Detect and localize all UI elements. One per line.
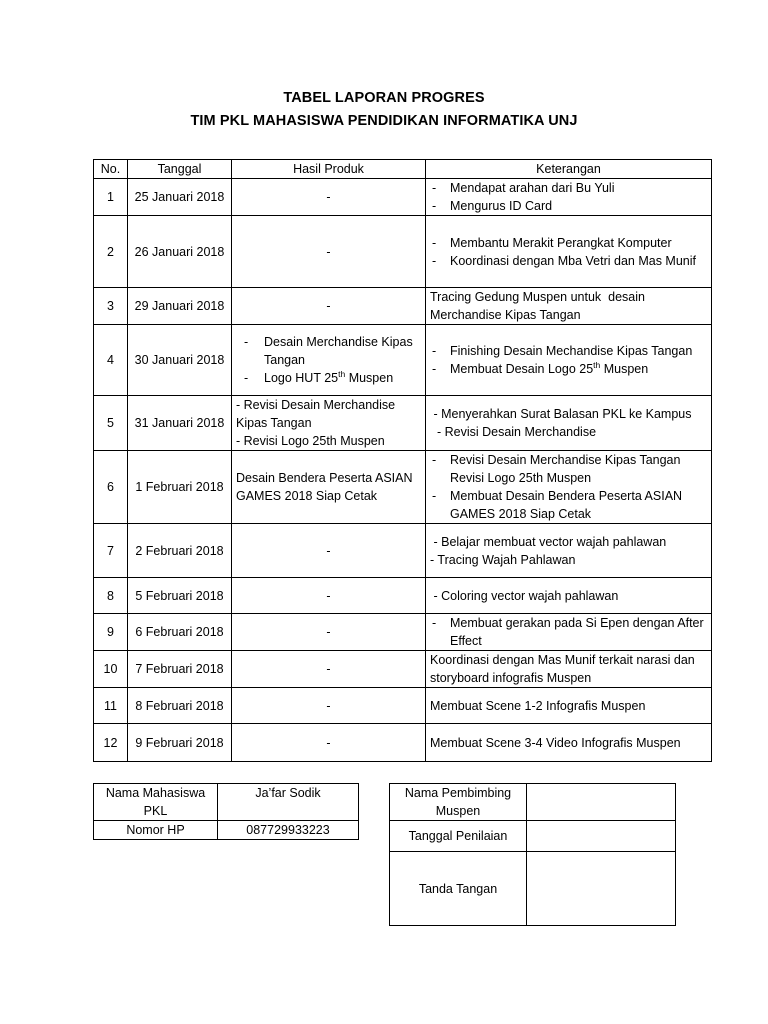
cell-keterangan bbox=[426, 216, 712, 288]
student-name-label: Nama Mahasiswa PKL bbox=[94, 784, 218, 821]
text-line: - bbox=[326, 299, 331, 313]
text-line: - bbox=[326, 244, 331, 259]
text-line: - bbox=[326, 662, 331, 676]
cell-tanggal: 25 Januari 2018 bbox=[128, 179, 232, 216]
text-line: - Belajar membuat vector wajah pahlawan bbox=[430, 534, 667, 549]
phone-value: 087729933223 bbox=[218, 821, 359, 840]
list-item: - Mendapat arahan dari Bu Yuli bbox=[430, 179, 707, 197]
text-line: Desain Bendera Peserta ASIAN GAMES 2018 Siap Cetak bbox=[236, 471, 413, 503]
cell-hasil-produk bbox=[232, 651, 426, 688]
cell-keterangan bbox=[426, 724, 712, 762]
table-row bbox=[94, 288, 712, 325]
cell-keterangan bbox=[426, 451, 712, 524]
table-header-row bbox=[94, 160, 712, 179]
table-row bbox=[94, 821, 359, 840]
text-line: - Coloring vector wajah pahlawan bbox=[430, 588, 619, 603]
text-line: - bbox=[326, 735, 331, 750]
list-item: - Logo HUT 25th Muspen bbox=[236, 369, 421, 387]
cell-keterangan bbox=[426, 614, 712, 651]
text-line: Tracing Gedung Muspen untuk desain Merchandise Kipas Tangan bbox=[430, 290, 649, 322]
table-row bbox=[94, 724, 712, 762]
cell-hasil-produk bbox=[232, 179, 426, 216]
cell-hasil-produk bbox=[232, 396, 426, 451]
list-item: - Membuat Desain Bendera Peserta ASIAN GAMES 2018 Siap Cetak bbox=[430, 487, 707, 523]
table-body bbox=[94, 179, 712, 762]
cell-tanggal: 30 Januari 2018 bbox=[128, 325, 232, 396]
cell-tanggal: 7 Februari 2018 bbox=[128, 651, 232, 688]
signature-value bbox=[527, 852, 676, 926]
text-line: Membuat Scene 3-4 Video Infografis Muspen bbox=[430, 735, 681, 750]
list-item: - Revisi Desain Merchandise Kipas Tangan Revisi Logo 25th Muspen bbox=[430, 451, 707, 487]
table-row bbox=[94, 578, 712, 614]
cell-keterangan bbox=[426, 396, 712, 451]
text-line: - bbox=[326, 588, 331, 603]
text-line: - bbox=[326, 543, 331, 558]
document-title: TABEL LAPORAN PROGRES bbox=[283, 90, 485, 106]
signature-label: Tanda Tangan bbox=[390, 852, 527, 926]
table-row bbox=[390, 821, 676, 852]
cell-tanggal: 2 Februari 2018 bbox=[128, 524, 232, 578]
cell-tanggal: 5 Februari 2018 bbox=[128, 578, 232, 614]
cell-keterangan bbox=[426, 578, 712, 614]
table-row bbox=[94, 179, 712, 216]
cell-keterangan bbox=[426, 524, 712, 578]
table-row bbox=[94, 325, 712, 396]
text-line: Koordinasi dengan Mas Munif terkait narasi dan storyboard infografis Muspen bbox=[430, 653, 699, 685]
text-line: - Revisi Logo 25th Muspen bbox=[236, 434, 385, 448]
cell-no: 10 bbox=[94, 651, 128, 688]
list-item: - Desain Merchandise Kipas Tangan bbox=[236, 333, 421, 369]
cell-keterangan bbox=[426, 288, 712, 325]
list-item: - Membuat Desain Logo 25th Muspen bbox=[430, 360, 707, 378]
table-row bbox=[94, 524, 712, 578]
list-item: - Membuat gerakan pada Si Epen dengan After Effect bbox=[430, 614, 707, 650]
text-line: - Tracing Wajah Pahlawan bbox=[430, 552, 576, 567]
table-row bbox=[94, 784, 359, 821]
assessment-date-label: Tanggal Penilaian bbox=[390, 821, 527, 852]
progress-table bbox=[93, 159, 712, 762]
cell-tanggal: 1 Februari 2018 bbox=[128, 451, 232, 524]
document-subtitle: TIM PKL MAHASISWA PENDIDIKAN INFORMATIKA UNJ bbox=[190, 113, 578, 129]
text-line: - Menyerahkan Surat Balasan PKL ke Kampus bbox=[430, 407, 692, 421]
cell-hasil-produk bbox=[232, 216, 426, 288]
text-line: - Revisi Desain Merchandise Kipas Tangan bbox=[236, 398, 396, 430]
cell-hasil-produk bbox=[232, 288, 426, 325]
cell-tanggal: 31 Januari 2018 bbox=[128, 396, 232, 451]
table-row bbox=[94, 216, 712, 288]
table-row bbox=[390, 852, 676, 926]
list-item: - Membantu Merakit Perangkat Komputer bbox=[430, 234, 707, 252]
table-row bbox=[390, 784, 676, 821]
table-row bbox=[94, 451, 712, 524]
header-hasil-produk: Hasil Produk bbox=[232, 160, 426, 179]
cell-tanggal: 29 Januari 2018 bbox=[128, 288, 232, 325]
text-line: - bbox=[326, 625, 331, 639]
cell-keterangan bbox=[426, 325, 712, 396]
cell-tanggal: 8 Februari 2018 bbox=[128, 688, 232, 724]
cell-no: 7 bbox=[94, 524, 128, 578]
cell-hasil-produk bbox=[232, 724, 426, 762]
table-row bbox=[94, 651, 712, 688]
header-tanggal: Tanggal bbox=[128, 160, 232, 179]
cell-hasil-produk bbox=[232, 578, 426, 614]
cell-no: 3 bbox=[94, 288, 128, 325]
cell-no: 1 bbox=[94, 179, 128, 216]
text-line: Membuat Scene 1-2 Infografis Muspen bbox=[430, 698, 646, 713]
cell-no: 2 bbox=[94, 216, 128, 288]
table-row bbox=[94, 688, 712, 724]
student-info-table bbox=[93, 783, 359, 840]
list-item: - Finishing Desain Mechandise Kipas Tangan bbox=[430, 342, 707, 360]
list-item: - Mengurus ID Card bbox=[430, 197, 707, 215]
cell-hasil-produk bbox=[232, 524, 426, 578]
cell-keterangan bbox=[426, 179, 712, 216]
supervisor-name-label: Nama Pembimbing Muspen bbox=[390, 784, 527, 821]
text-line: - bbox=[326, 190, 331, 204]
table-row bbox=[94, 614, 712, 651]
cell-hasil-produk bbox=[232, 325, 426, 396]
phone-label: Nomor HP bbox=[94, 821, 218, 840]
cell-no: 11 bbox=[94, 688, 128, 724]
cell-no: 6 bbox=[94, 451, 128, 524]
cell-tanggal: 6 Februari 2018 bbox=[128, 614, 232, 651]
cell-hasil-produk bbox=[232, 688, 426, 724]
cell-tanggal: 9 Februari 2018 bbox=[128, 724, 232, 762]
supervisor-name-value bbox=[527, 784, 676, 821]
table-row bbox=[94, 396, 712, 451]
cell-no: 9 bbox=[94, 614, 128, 651]
assessment-date-value bbox=[527, 821, 676, 852]
cell-no: 12 bbox=[94, 724, 128, 762]
cell-tanggal: 26 Januari 2018 bbox=[128, 216, 232, 288]
student-name-value: Ja’far Sodik bbox=[218, 784, 359, 821]
text-line: - Revisi Desain Merchandise bbox=[430, 425, 597, 439]
cell-hasil-produk bbox=[232, 614, 426, 651]
supervisor-table bbox=[389, 783, 676, 926]
list-item: - Koordinasi dengan Mba Vetri dan Mas Munif bbox=[430, 252, 707, 270]
text-line: - bbox=[326, 698, 331, 713]
cell-keterangan bbox=[426, 688, 712, 724]
cell-no: 8 bbox=[94, 578, 128, 614]
cell-hasil-produk bbox=[232, 451, 426, 524]
header-no: No. bbox=[94, 160, 128, 179]
header-keterangan: Keterangan bbox=[426, 160, 712, 179]
cell-no: 4 bbox=[94, 325, 128, 396]
cell-keterangan bbox=[426, 651, 712, 688]
cell-no: 5 bbox=[94, 396, 128, 451]
